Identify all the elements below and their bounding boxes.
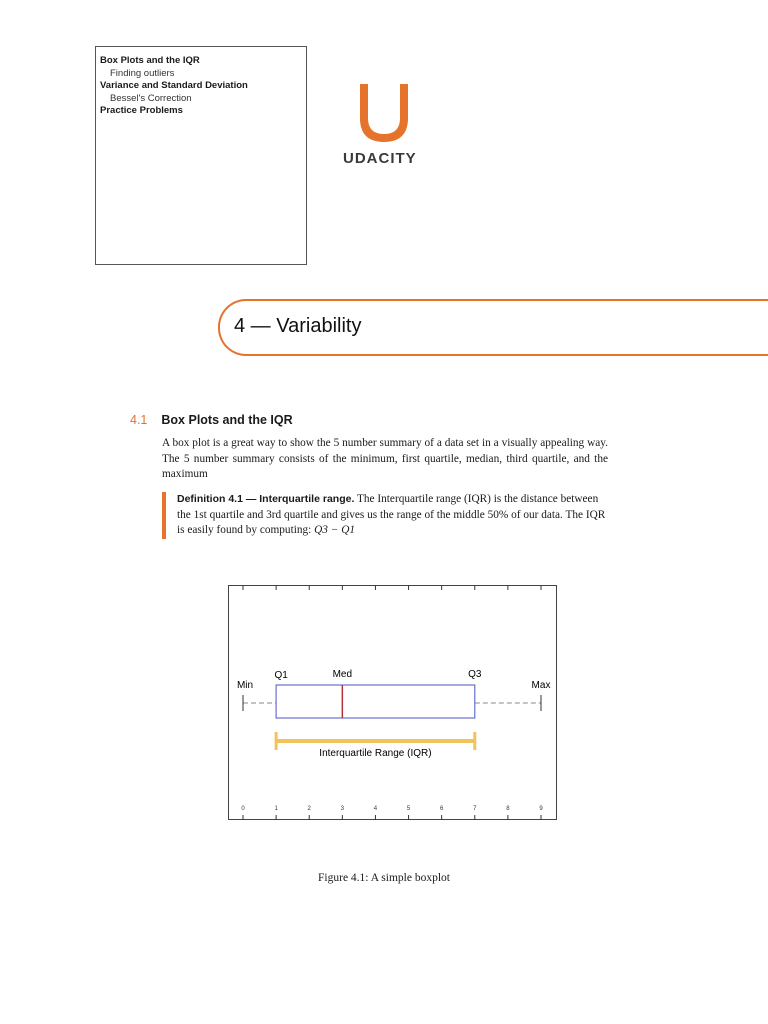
tick-label: 6: [439, 806, 444, 812]
tick-label: 5: [406, 806, 411, 812]
label-q3: Q3: [468, 669, 482, 680]
section-heading: [130, 413, 293, 427]
chapter-heading-box: [218, 299, 768, 356]
label-min: Min: [236, 680, 254, 691]
definition-box: [162, 492, 608, 539]
udacity-wordmark: UDACITY: [343, 150, 417, 167]
tick-label: 8: [506, 806, 510, 812]
label-max: Max: [531, 680, 551, 691]
section-title: Box Plots and the IQR: [161, 413, 293, 427]
label-median: Med: [332, 669, 353, 680]
table-of-contents: [95, 46, 307, 265]
toc-item-practice-problems[interactable]: Practice Problems: [100, 105, 183, 116]
tick-label: 1: [274, 806, 278, 812]
tick-label: 4: [373, 806, 378, 812]
udacity-logo-icon: [340, 78, 430, 144]
body-paragraph: A box plot is a great way to show the 5 number summary of a data set in a visually appealing way. The 5 number summary consists of the minimum, first quartile, median, third quartile, and the maximum: [162, 437, 608, 480]
toc-item-finding-outliers[interactable]: Finding outliers: [110, 67, 175, 79]
tick-label: 9: [539, 806, 543, 812]
toc-item-variance[interactable]: Variance and Standard Deviation: [100, 80, 248, 91]
toc-item-box-plots[interactable]: Box Plots and the IQR: [100, 55, 200, 66]
toc-item-bessels-correction[interactable]: Bessel's Correction: [110, 92, 192, 104]
tick-label: 2: [307, 806, 311, 812]
figure-caption: Figure 4.1: A simple boxplot: [318, 872, 450, 884]
label-iqr: Interquartile Range (IQR): [319, 748, 432, 759]
label-q1: Q1: [274, 670, 288, 681]
definition-label: Definition 4.1 — Interquartile range.: [177, 493, 355, 505]
definition-formula: Q3 − Q1: [314, 524, 356, 536]
tick-label: 0: [241, 806, 245, 812]
section-number: 4.1: [130, 413, 148, 427]
tick-label: 7: [473, 806, 477, 812]
tick-label: 3: [340, 806, 345, 812]
chapter-title: 4 — Variability: [234, 315, 362, 337]
boxplot-chart: [228, 585, 557, 820]
definition-text: The Interquartile range (IQR) is the distance between the 1st quartile and 3rd quartile and gives us the range of the middle 50% of our data. The IQR is easily found by computing:: [177, 493, 606, 536]
